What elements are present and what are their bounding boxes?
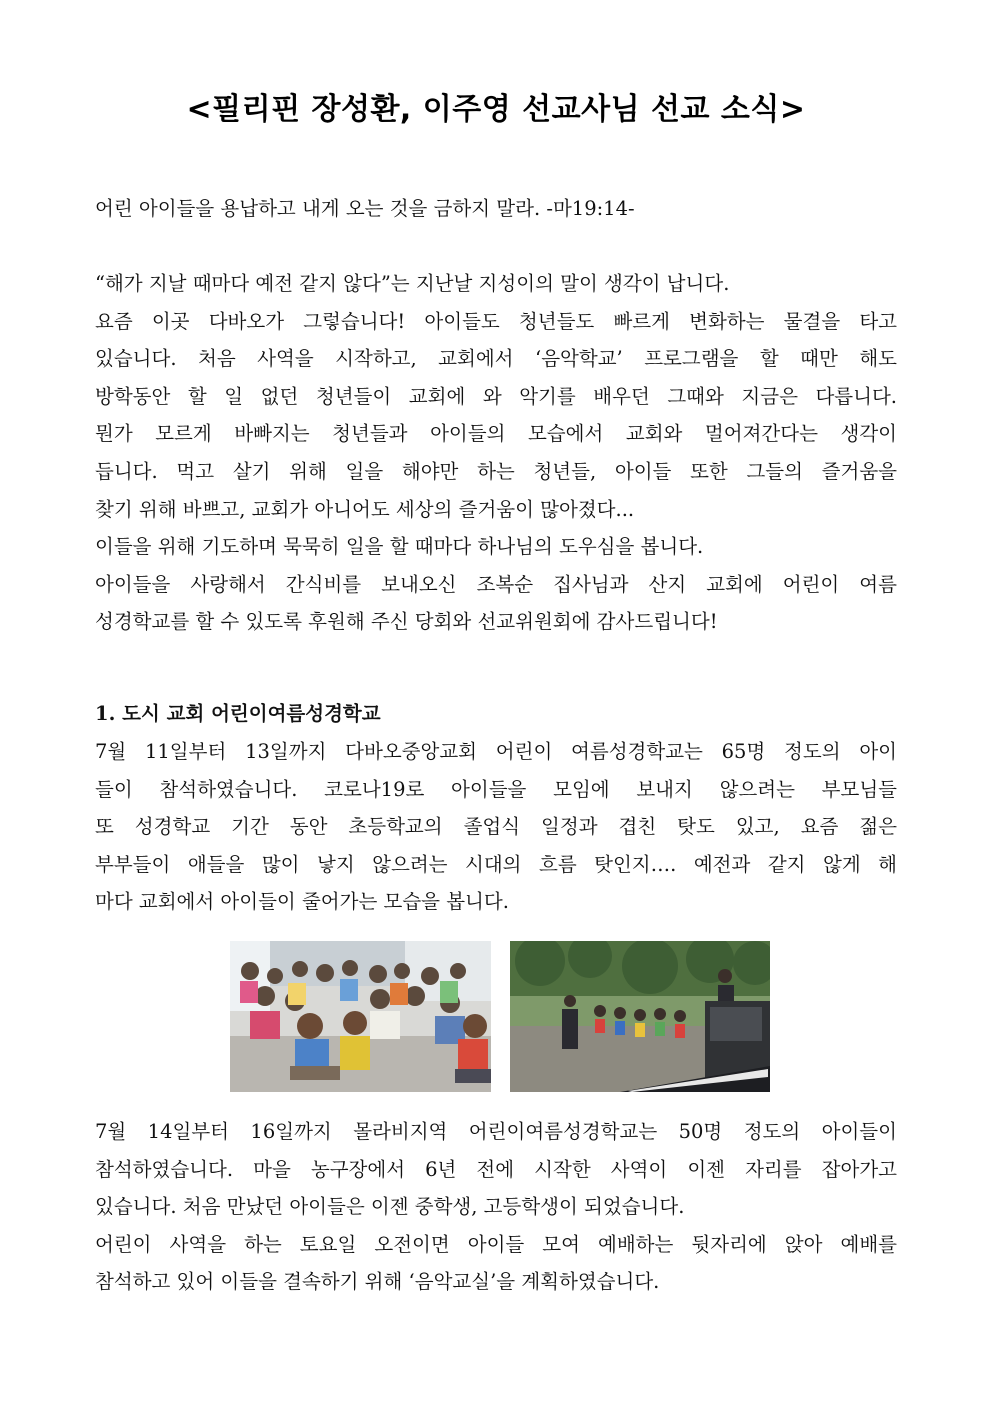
page-title: <필리핀 장성환, 이주영 선교사님 선교 소식> [186,92,806,127]
section1-line: 있습니다. 처음 만났던 아이들은 이젠 중학생, 고등학생이 되었습니다. [95,1195,685,1219]
section-heading: 1. 도시 교회 어린이여름성경학교 [95,702,381,725]
section1-line: 부부들이 애들을 많이 낳지 않으려는 시대의 흐름 탓인지…. 예전과 같지 않게 해 [95,852,897,876]
section1-line: 들이 참석하였습니다. 코로나19로 아이들을 모임에 보내지 않으려는 부모님들 [95,777,897,801]
section1-line: 또 성경학교 기간 동안 초등학교의 졸업식 일정과 겹친 탓도 있고, 요즘 젊은 [95,815,897,839]
intro-line: 성경학교를 할 수 있도록 후원해 주신 당회와 선교위원회에 감사드립니다! [95,610,718,634]
intro-line: 듭니다. 먹고 살기 위해 일을 해야만 하는 청년들, 아이들 또한 그들의 즐거움을 [95,459,897,483]
section1-paragraph-2 [95,1113,897,1301]
intro-line: “해가 지날 때마다 예전 같지 않다”는 지난날 지성이의 말이 생각이 납니다. [95,272,730,295]
section1-line: 참석하였습니다. 마을 농구장에서 6년 전에 시작한 사역이 이젠 자리를 잡아가고 [95,1157,897,1181]
intro-line: 이들을 위해 기도하며 묵묵히 일을 할 때마다 하나님의 도우심을 봅니다. [95,535,704,559]
intro-line: 아이들을 사랑해서 간식비를 보내오신 조복순 집사님과 산지 교회에 어린이 여름 [95,572,897,596]
section1-line: 7월 14일부터 16일까지 몰라비지역 어린이여름성경학교는 50명 정도의 아이들이 [95,1120,897,1143]
intro-line: 찾기 위해 바쁘고, 교회가 아니어도 세상의 즐거움이 많아졌다... [95,497,635,521]
intro-line: 요즘 이곳 다바오가 그렇습니다! 아이들도 청년들도 빠르게 변화하는 물결을 타고 [95,309,897,333]
intro-line: 있습니다. 처음 사역을 시작하고, 교회에서 ‘음악학교’ 프로그램을 할 때만 해도 [95,347,897,371]
section1-line: 7월 11일부터 13일까지 다바오중앙교회 어린이 여름성경학교는 65명 정도의 아이 [95,740,897,763]
intro-line: 방학동안 할 일 없던 청년들이 교회에 와 악기를 배우던 그때와 지금은 다릅니다. [95,384,897,408]
section1-line: 마다 교회에서 아이들이 줄어가는 모습을 봅니다. [95,890,509,914]
photo-outdoor-keyboard [510,941,770,1092]
photo-indoor-children [230,941,491,1092]
intro-paragraph [95,265,897,641]
bible-verse: 어린 아이들을 용납하고 내게 오는 것을 금하지 말라. -마19:14- [95,197,635,220]
section1-line: 참석하고 있어 이들을 결속하기 위해 ‘음악교실’을 계획하였습니다. [95,1270,660,1294]
section1-paragraph [95,733,897,921]
intro-line: 뭔가 모르게 바빠지는 청년들과 아이들의 모습에서 교회와 멀어져간다는 생각이 [95,422,897,446]
section1-line: 어린이 사역을 하는 토요일 오전이면 아이들 모여 예배하는 뒷자리에 앉아 예배를 [95,1232,897,1256]
